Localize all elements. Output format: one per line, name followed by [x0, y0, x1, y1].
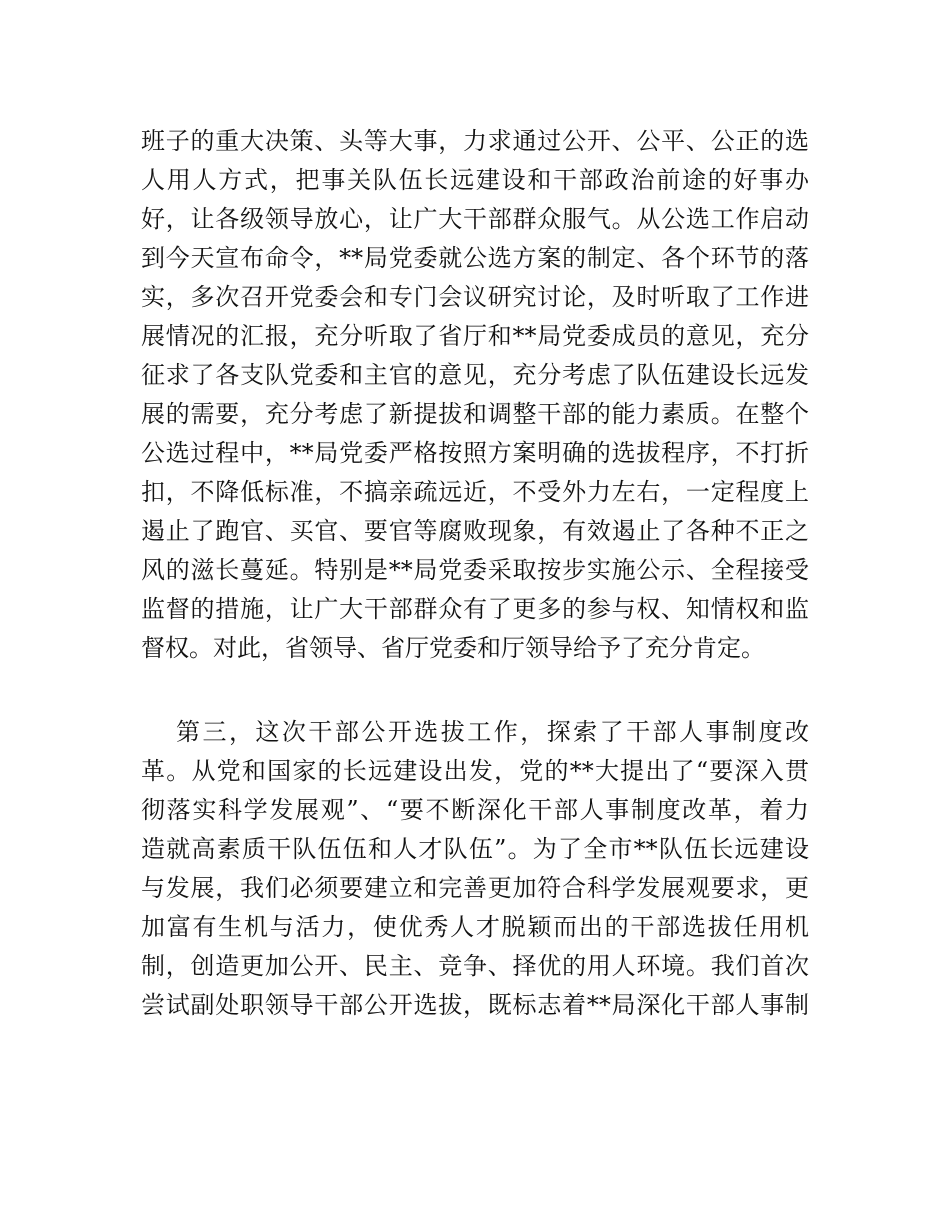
text-line: 展情况的汇报，充分听取了省厅和**局党委成员的意见，充分 — [141, 322, 809, 350]
text-line: 人用人方式，把事关队伍长远建设和干部政治前途的好事办 — [141, 166, 809, 194]
text-line: 尝试副处职领导干部公开选拔，既标志着**局深化干部人事制 — [141, 991, 809, 1019]
paragraph — [141, 122, 809, 668]
text-line: 彻落实科学发展观”、“要不断深化干部人事制度改革，着力 — [141, 796, 809, 824]
text-line: 征求了各支队党委和主官的意见，充分考虑了队伍建设长远发 — [141, 361, 809, 389]
text-line: 风的滋长蔓延。特别是**局党委采取按步实施公示、全程接受 — [141, 556, 809, 584]
text-line: 与发展，我们必须要建立和完善更加符合科学发展观要求，更 — [141, 874, 809, 902]
text-line: 公选过程中，**局党委严格按照方案明确的选拔程序，不打折 — [141, 439, 809, 467]
text-line: 扣，不降低标准，不搞亲疏远近，不受外力左右，一定程度上 — [141, 478, 809, 506]
text-line: 班子的重大决策、头等大事，力求通过公开、公平、公正的选 — [141, 127, 809, 155]
text-line: 第三，这次干部公开选拔工作，探索了干部人事制度改 — [176, 718, 809, 746]
text-line: 监督的措施，让广大干部群众有了更多的参与权、知情权和监 — [141, 595, 809, 623]
text-line: 实，多次召开党委会和专门会议研究讨论，及时听取了工作进 — [141, 283, 809, 311]
text-line: 造就高素质干队伍伍和人才队伍”。为了全市**队伍长远建设 — [141, 835, 809, 863]
text-line: 展的需要，充分考虑了新提拔和调整干部的能力素质。在整个 — [141, 400, 809, 428]
text-line: 革。从党和国家的长远建设出发，党的**大提出了“要深入贯 — [141, 757, 809, 785]
text-line: 到今天宣布命令，**局党委就公选方案的制定、各个环节的落 — [141, 244, 809, 272]
text-line: 加富有生机与活力，使优秀人才脱颖而出的干部选拔任用机 — [141, 913, 809, 941]
text-line: 制，创造更加公开、民主、竞争、择优的用人环境。我们首次 — [141, 952, 809, 980]
text-line: 好，让各级领导放心，让广大干部群众服气。从公选工作启动 — [141, 205, 809, 233]
text-line: 督权。对此，省领导、省厅党委和厅领导给予了充分肯定。 — [141, 634, 765, 662]
paragraph — [141, 713, 809, 1025]
text-line: 遏止了跑官、买官、要官等腐败现象，有效遏止了各种不正之 — [141, 517, 809, 545]
